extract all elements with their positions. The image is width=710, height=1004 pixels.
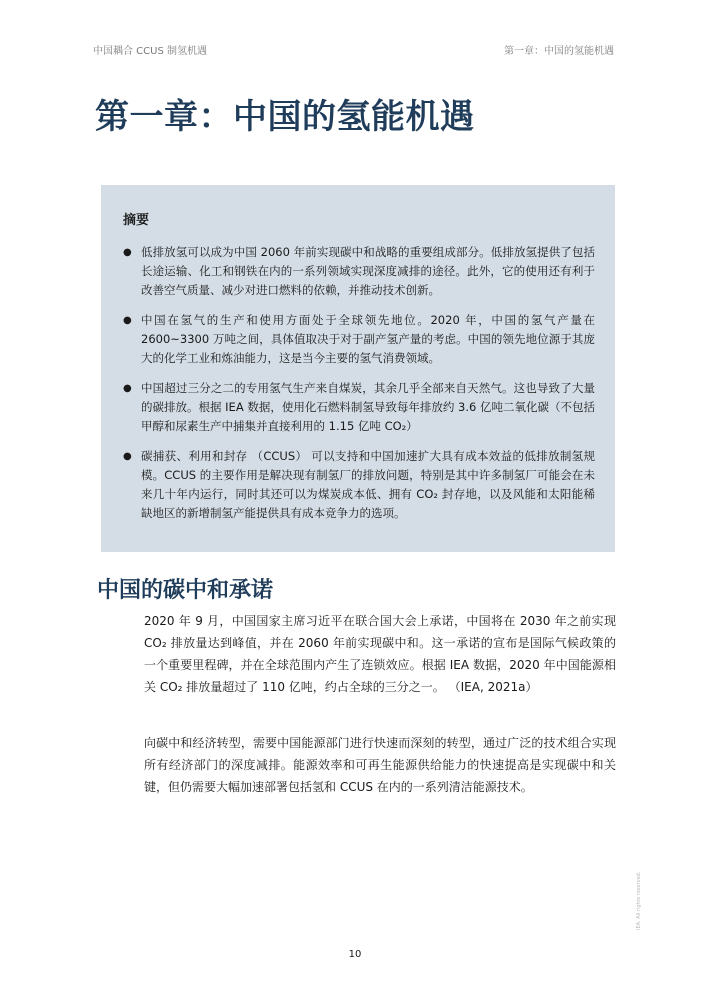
body-paragraph: 向碳中和经济转型，需要中国能源部门进行快速而深刻的转型，通过广泛的技术组合实现所有经济部门的深度减排。能源效率和可再生能源供给能力的快速提高是实现碳中和关键，但仍需要大幅加速部署包括氢和 CCUS 在内的一系列清洁能源技术。 xyxy=(144,736,616,794)
copyright-watermark: IEA. All rights reserved. xyxy=(636,871,642,930)
summary-bullet xyxy=(121,311,595,368)
summary-heading: 摘要 xyxy=(123,213,150,228)
page-number: 10 xyxy=(348,949,362,960)
running-header xyxy=(93,42,614,56)
summary-box xyxy=(101,185,615,552)
chapter-title: 第一章：中国的氢能机遇 xyxy=(95,97,475,137)
summary-bullet-text: 碳捕获、利用和封存 （CCUS） 可以支持和中国加速扩大具有成本效益的低排放制氢规模。CCUS 的主要作用是解决现有制氢厂的排放问题，特别是其中许多制氢厂可能会在未来几十年内运行，同时其还可以为煤炭成本低、拥有 CO₂ 封存地，以及风能和太阳能稀缺地区的新增制氢产能提供具有成本竞争力的选项。 xyxy=(141,449,595,520)
summary-bullet-text: 低排放氢可以成为中国 2060 年前实现碳中和战略的重要组成部分。低排放氢提供了包括长途运输、化工和钢铁在内的一系列领域实现深度减排的途径。此外，它的使用还有利于改善空气质量、减少对进口燃料的依赖，并推动技术创新。 xyxy=(141,245,595,297)
summary-bullet xyxy=(121,379,595,436)
body-paragraph-container xyxy=(144,732,616,798)
bullet-dot-icon: ● xyxy=(123,383,132,394)
summary-bullet xyxy=(121,243,595,300)
summary-bullet-text: 中国在氢气的生产和使用方面处于全球领先地位。2020 年，中国的氢气产量在2600~3300 万吨之间，具体值取决于对于副产氢产量的考虑。中国的领先地位源于其庞大的化学工业和炼油能力，这是当今主要的氢气消费领域。 xyxy=(141,313,595,365)
summary-bullet-text: 中国超过三分之二的专用氢气生产来自煤炭，其余几乎全部来自天然气。这也导致了大量的碳排放。根据 IEA 数据，使用化石燃料制氢导致每年排放约 3.6 亿吨二氧化碳（不包括甲醇和尿素生产中捕集并直接利用的 1.15 亿吨 CO₂） xyxy=(141,381,595,433)
bullet-dot-icon: ● xyxy=(123,315,132,326)
bullet-dot-icon: ● xyxy=(123,247,132,258)
running-header-left: 中国耦合 CCUS 制氢机遇 xyxy=(93,46,207,57)
summary-bullet xyxy=(121,447,595,523)
body-paragraph: 2020 年 9 月，中国国家主席习近平在联合国大会上承诺，中国将在 2030 年之前实现 CO₂ 排放量达到峰值，并在 2060 年前实现碳中和。这一承诺的宣布是国际气候政策的一个重要里程碑，并在全球范围内产生了连锁效应。根据 IEA 数据，2020 年中国能源相关 CO₂ 排放量超过了 110 亿吨，约占全球的三分之一。 （IEA, 2021a） xyxy=(144,614,616,694)
running-header-right: 第一章：中国的氢能机遇 xyxy=(504,46,614,57)
bullet-dot-icon: ● xyxy=(123,451,132,462)
section-title: 中国的碳中和承诺 xyxy=(97,578,274,603)
body-paragraph-container xyxy=(144,610,616,698)
